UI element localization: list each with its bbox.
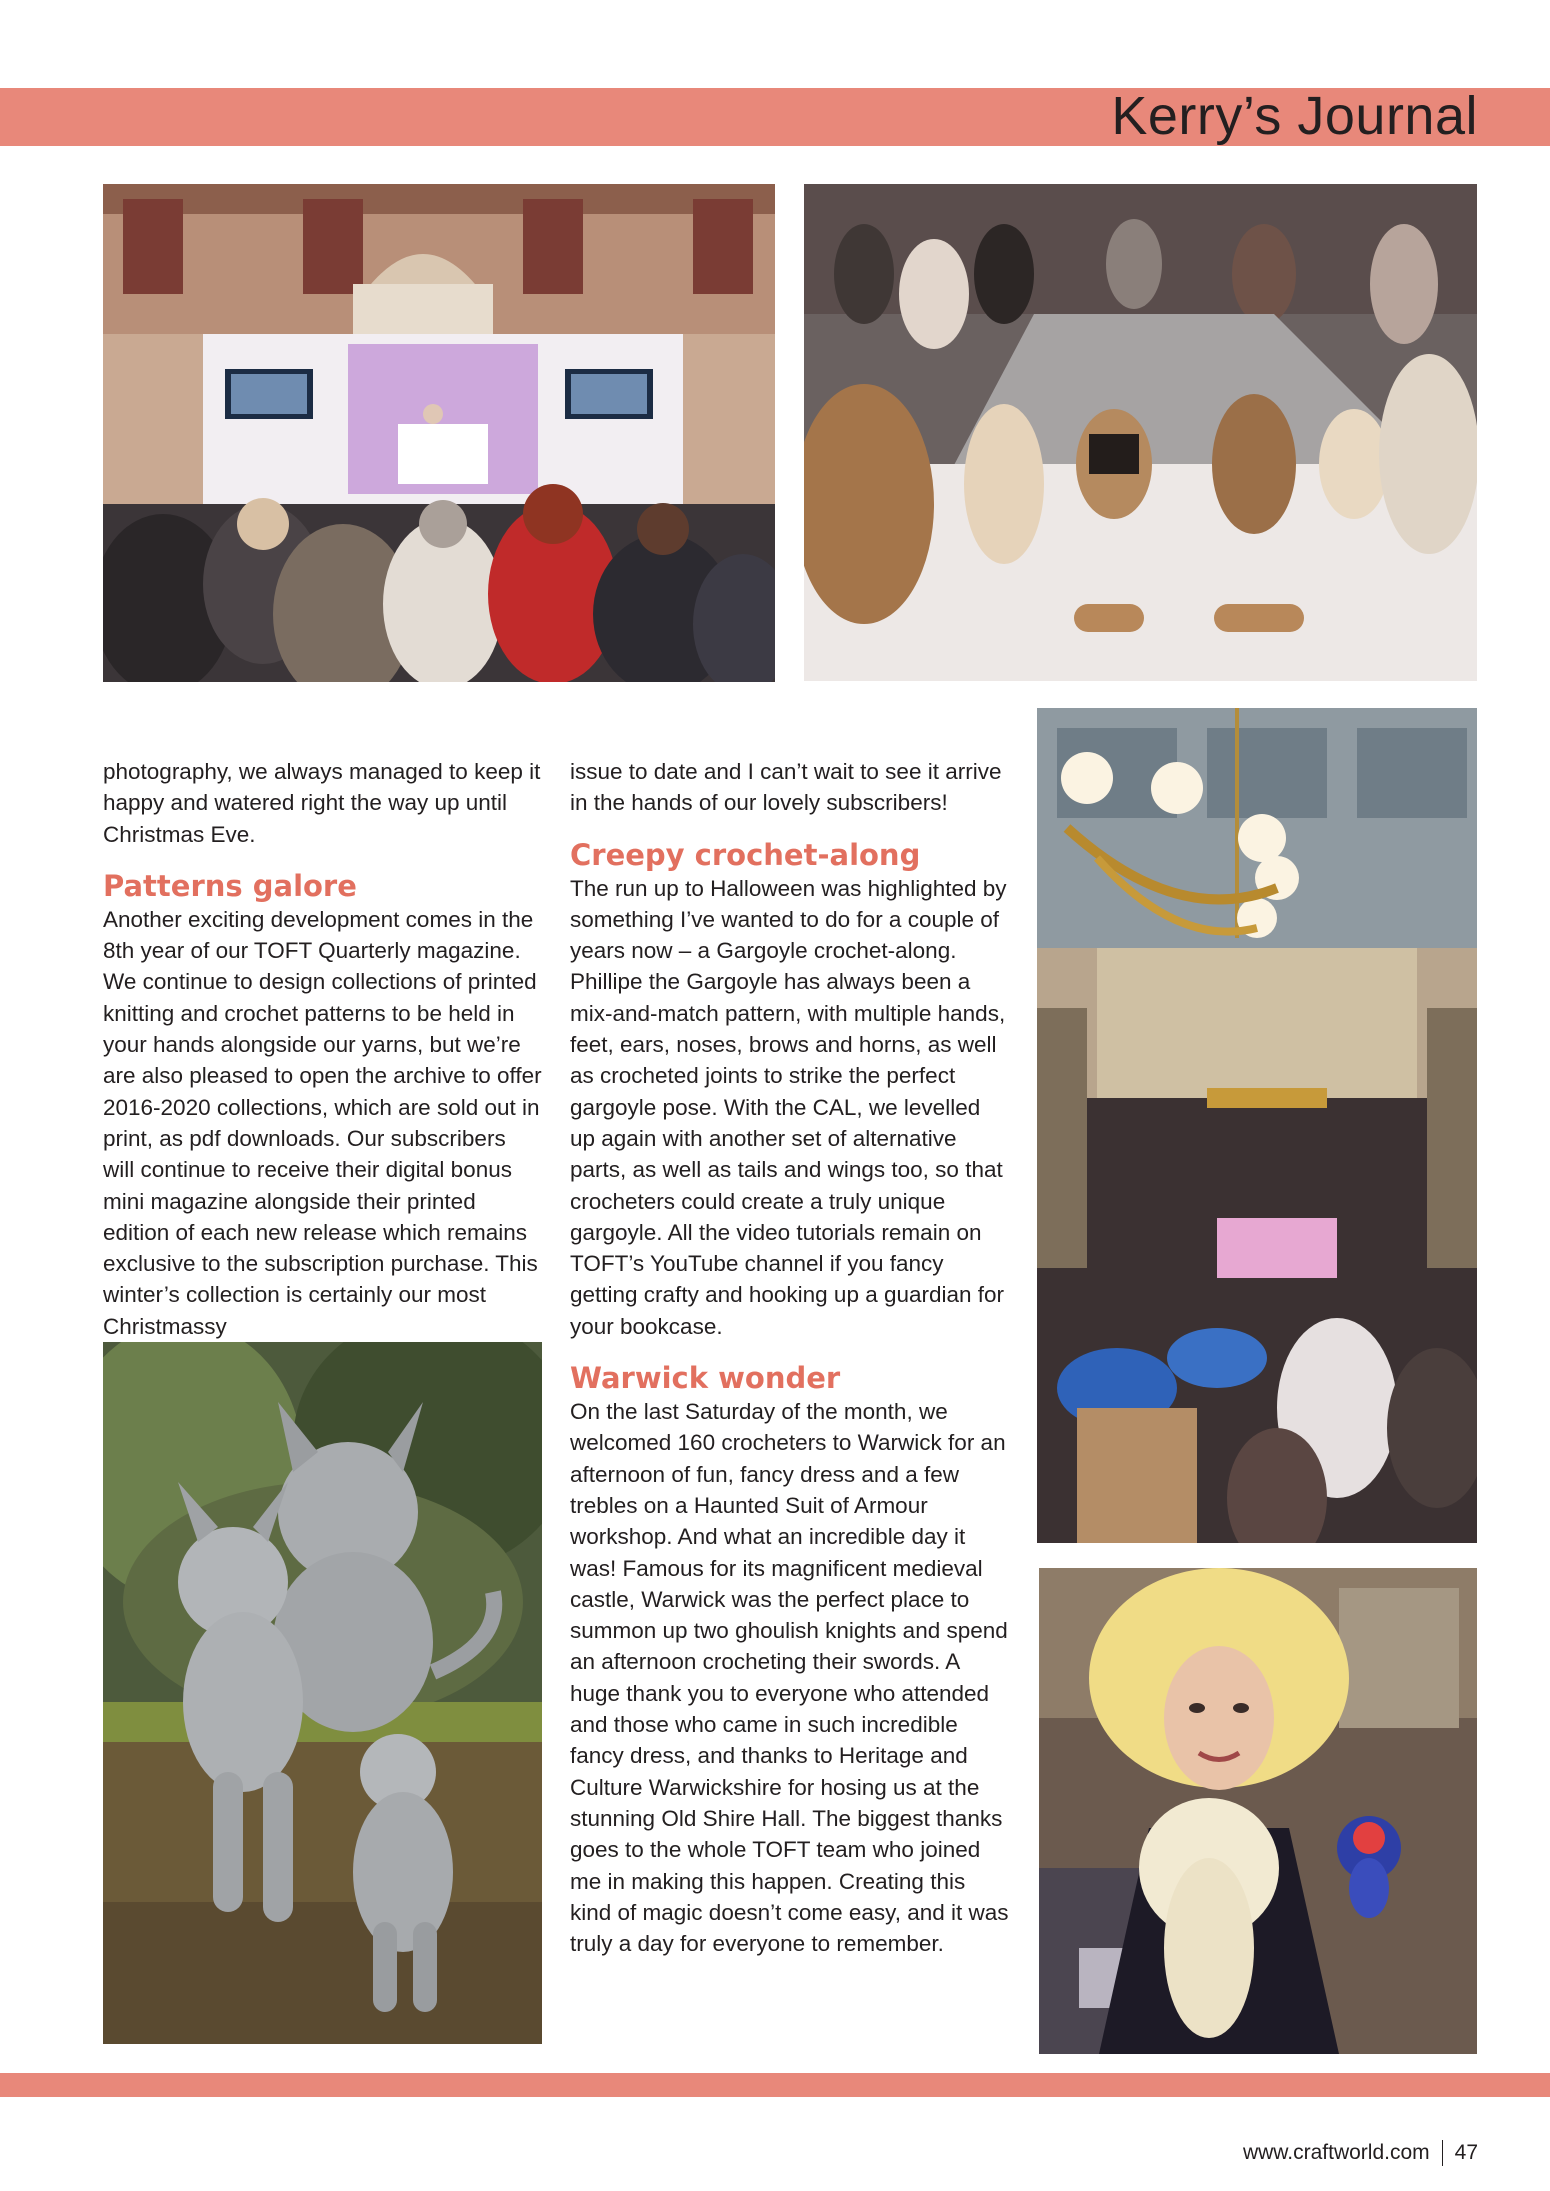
heading-creepy-crochet-along: Creepy crochet-along [570,837,921,872]
column-left-intro: photography, we always managed to keep it happy and watered right the way up until Christmas Eve. [103,759,541,847]
column-middle-body1: The run up to Halloween was highlighted by something I’ve wanted to do for a couple of years now – a Gargoyle crochet-along. Phillipe the Gargoyle has always been a mix-and-match pattern, with multiple hands, feet, ears, noses, brows and horns, as well as crocheted joints to strike the perfect gargoyle pose. With the CAL, we levelled up again with another set of alternative parts, as well as tails and wings too, so that crocheters could create a truly unique gargoyle. All the video tutorials remain on TOFT’s YouTube channel if you fancy getting crafty and hooking up a guardian for your bookcase. [570,875,1007,1339]
heading-patterns-galore: Patterns galore [103,868,357,903]
footer-band [0,2073,1550,2097]
page-title: Kerry’s Journal [1111,86,1478,146]
photo-crochet-toys [804,184,1477,681]
text-column-left [103,756,543,1342]
photo-fancy-dress [1039,1568,1477,2054]
footer-url[interactable]: www.craftworld.com [1242,2141,1430,2164]
column-left-body: Another exciting development comes in the 8th year of our TOFT Quarterly magazine. We continue to design collections of printed knitting and crochet patterns to be held in your hands alongside our yarns, but we’re are also pleased to open the archive to offer 2016-2020 collections, which are sold out in print, as pdf downloads. Our subscribers will continue to receive their digital bonus mini magazine alongside their printed edition of each new release which remains exclusive to the subscription purchase. This winter’s collection is certainly our most Christmassy [103,906,542,1339]
text-column-middle [570,756,1010,1959]
photo-gargoyles [103,1342,542,2044]
photo-chandelier-hall [1037,708,1477,1543]
footer-divider [1442,2140,1443,2166]
column-middle-intro: issue to date and I can’t wait to see it arrive in the hands of our lovely subscribers! [570,759,1002,816]
page-number: 47 [1454,2141,1478,2164]
footer [1243,2140,1478,2166]
heading-warwick-wonder: Warwick wonder [570,1361,841,1396]
column-middle-body2: On the last Saturday of the month, we welcomed 160 crocheters to Warwick for an afternoon of fun, fancy dress and a few trebles on a Haunted Suit of Armour workshop. And what an incredible day it was! Famous for its magnificent medieval castle, Warwick was the perfect place to summon up two ghoulish knights and spend an afternoon crocheting their swords. A huge thank you to everyone who attended and those who came in such incredible fancy dress, and thanks to Heritage and Culture Warwickshire for hosing us at the stunning Old Shire Hall. The biggest thanks goes to the whole TOFT team who joined me in making this happen. Creating this kind of magic doesn’t come easy, and it was truly a day for everyone to remember. [570,1399,1009,1957]
photo-stage-show [103,184,775,682]
